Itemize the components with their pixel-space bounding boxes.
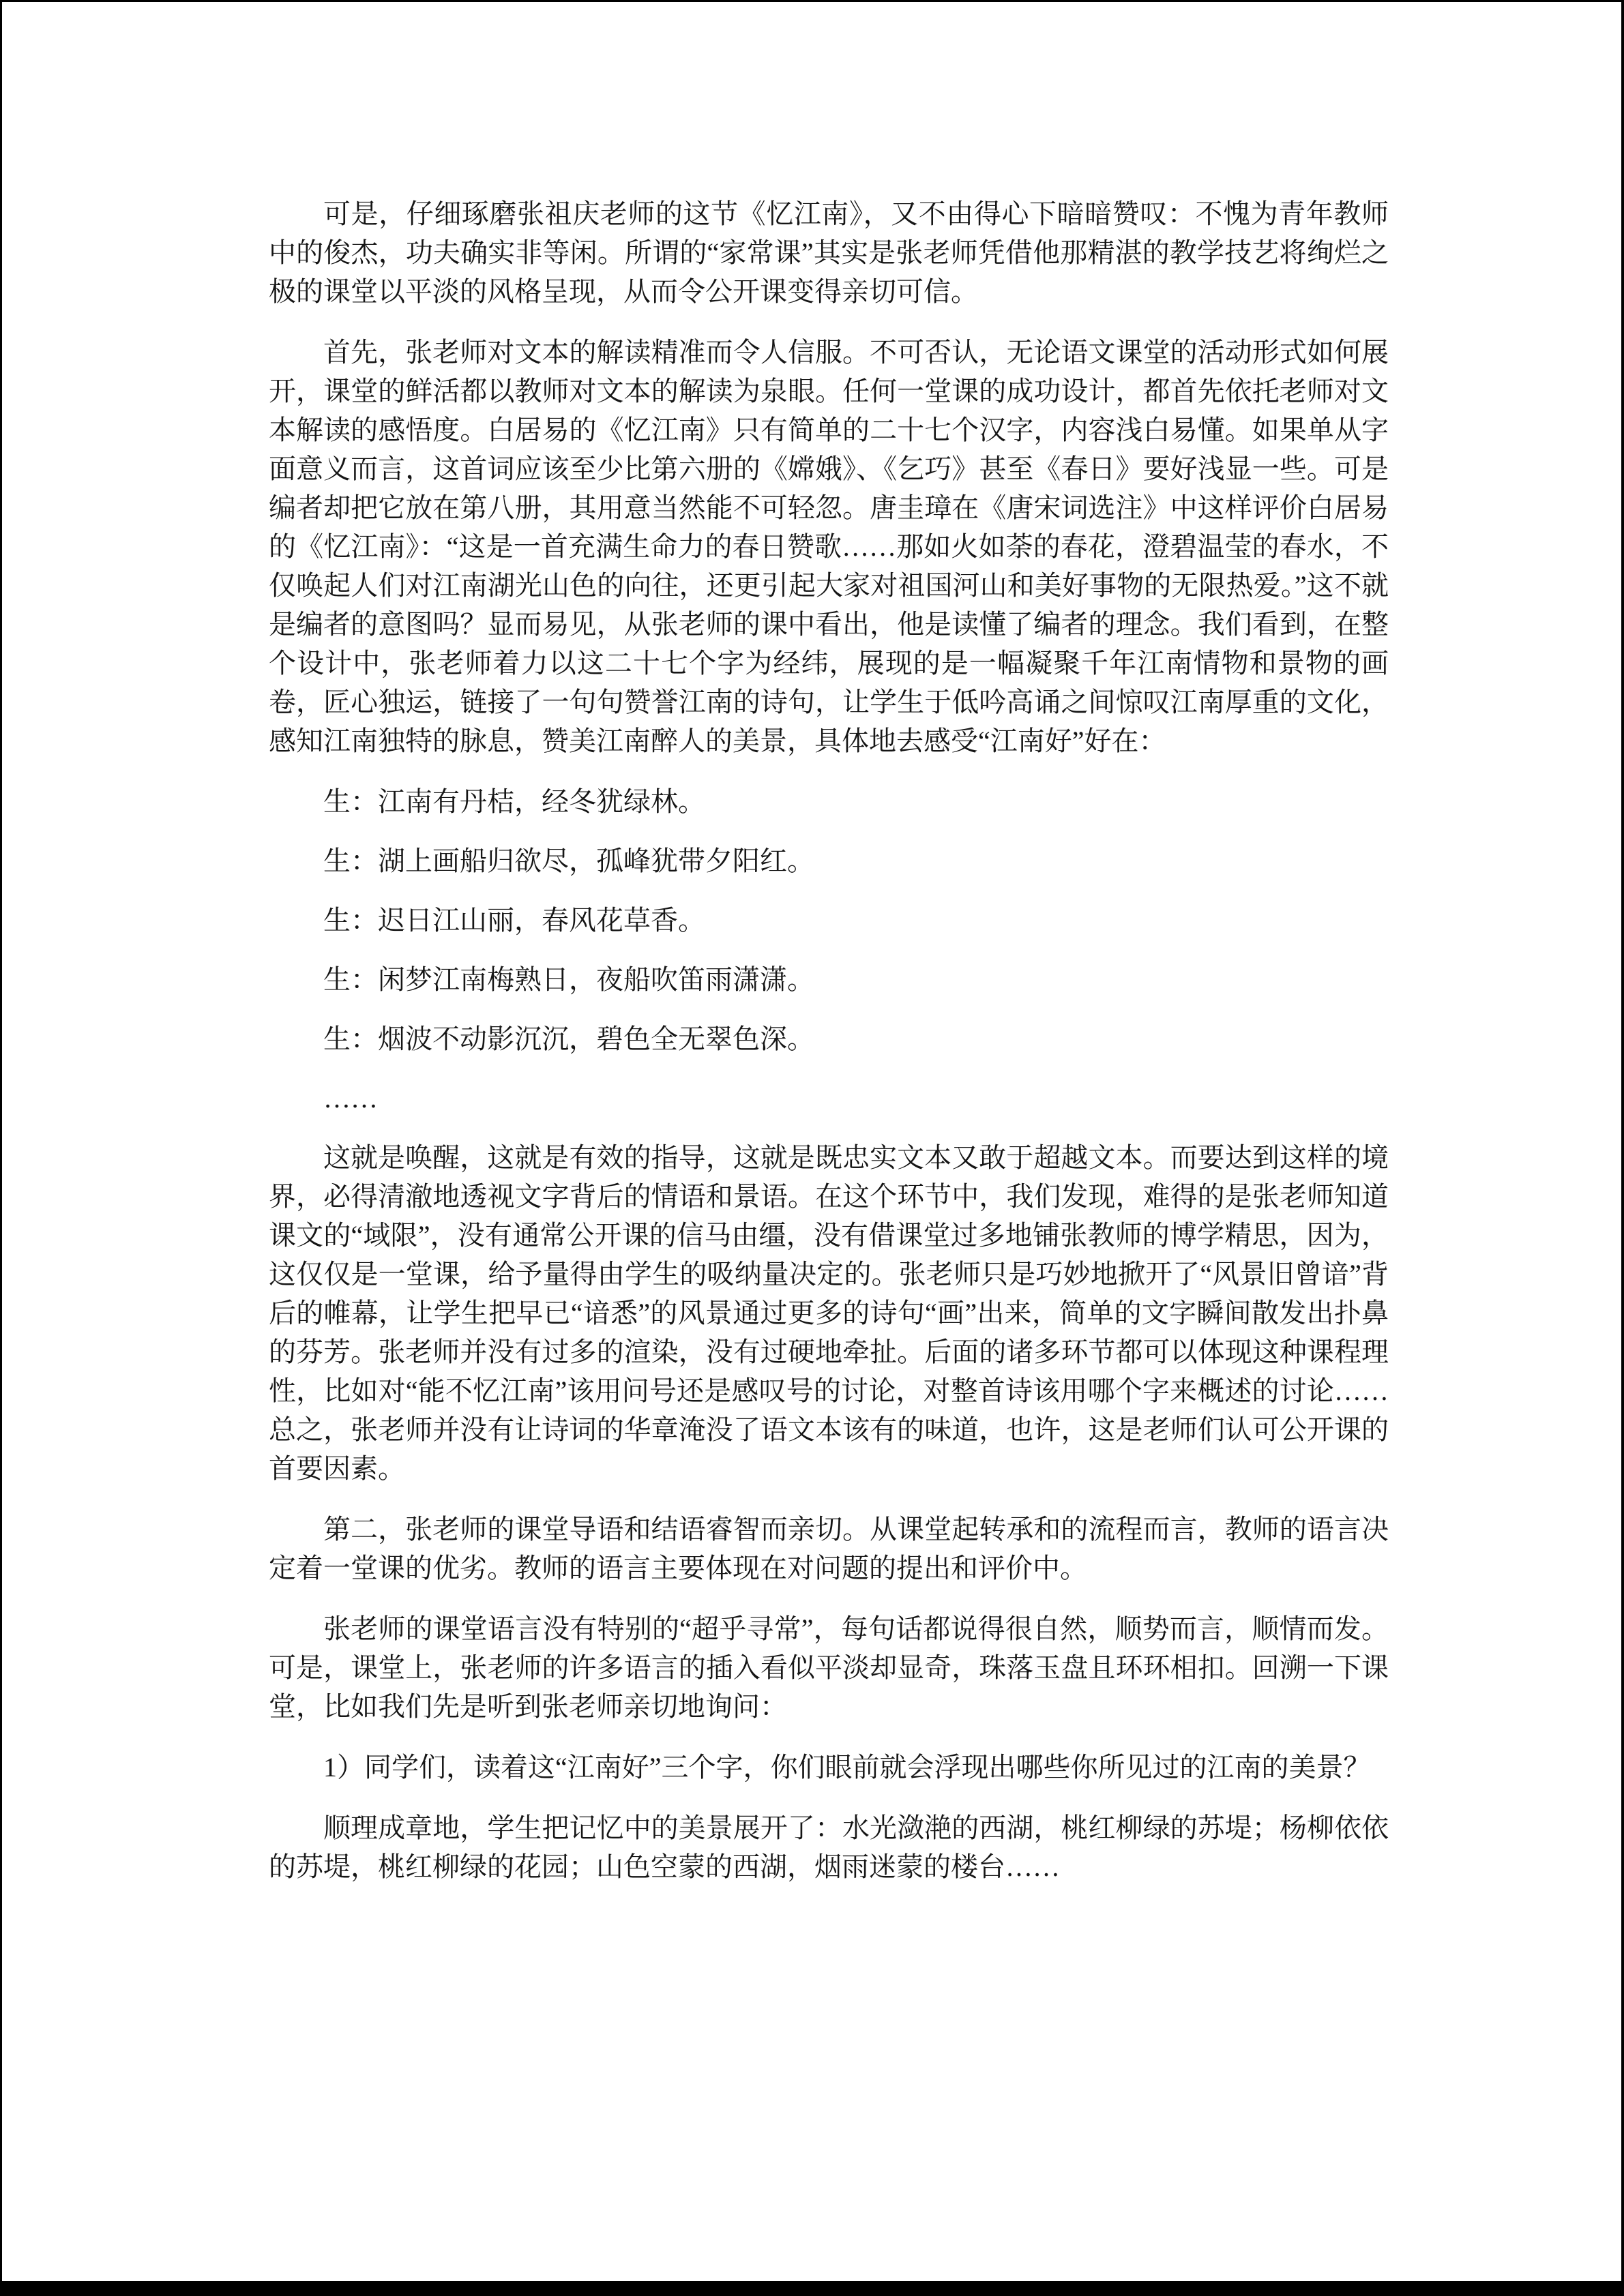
quote-line: 生：闲梦江南梅熟日，夜船吹笛雨潇潇。: [323, 964, 814, 995]
ellipsis-line: ……: [323, 1083, 378, 1114]
page: [2, 2, 1621, 2281]
paragraph: 1）同学们，读着这“江南好”三个字，你们眼前就会浮现出哪些你所见过的江南的美景？: [323, 1752, 1371, 1783]
paragraph: 首先，张老师对文本的解读精准而令人信服。不可否认，无论语文课堂的活动形式如何展开，课堂的鲜活都以教师对文本的解读为泉眼。任何一堂课的成功设计，都首先依托老师对文本解读的感悟度。白居易的《忆江南》只有简单的二十七个汉字，内容浅白易懂。如果单从字面意义而言，这首词应该至少比第六册的《嫦娥》、《乞巧》甚至《春日》要好浅显一些。可是编者却把它放在第八册，其用意当然能不可轻忽。唐圭璋在《唐宋词选注》中这样评价白居易的《忆江南》：“这是一首充满生命力的春日赞歌……那如火如荼的春花，澄碧温莹的春水，不仅唤起人们对江南湖光山色的向往，还更引起大家对祖国河山和美好事物的无限热爱。”这不就是编者的意图吗？显而易见，从张老师的课中看出，他是读懂了编者的理念。我们看到，在整个设计中，张老师着力以这二十七个字为经纬，展现的是一幅凝聚千年江南情物和景物的画卷，匠心独运，链接了一句句赞誉江南的诗句，让学生于低吟高诵之间惊叹江南厚重的文化，感知江南独特的脉息，赞美江南醉人的美景，具体地去感受“江南好”好在：: [269, 337, 1389, 756]
quote-line: 生：烟波不动影沉沉，碧色全无翠色深。: [323, 1024, 814, 1054]
paragraph: 顺理成章地，学生把记忆中的美景展开了：水光潋滟的西湖，桃红柳绿的苏堤；杨柳依依的苏堤，桃红柳绿的花园；山色空蒙的西湖，烟雨迷蒙的楼台……: [269, 1813, 1389, 1882]
paragraph: 这就是唤醒，这就是有效的指导，这就是既忠实文本又敢于超越文本。而要达到这样的境界，必得清澈地透视文字背后的情语和景语。在这个环节中，我们发现，难得的是张老师知道课文的“域限”，没有通常公开课的信马由缰，没有借课堂过多地铺张教师的博学精思，因为，这仅仅是一堂课，给予量得由学生的吸纳量决定的。张老师只是巧妙地掀开了“风景旧曾谙”背后的帷幕，让学生把早已“谙悉”的风景通过更多的诗句“画”出来，简单的文字瞬间散发出扑鼻的芬芳。张老师并没有过多的渲染，没有过硬地牵扯。后面的诸多环节都可以体现这种课程理性，比如对“能不忆江南”该用问号还是感叹号的讨论，对整首诗该用哪个字来概述的讨论……总之，张老师并没有让诗词的华章淹没了语文本该有的味道，也许，这是老师们认可公开课的首要因素。: [269, 1142, 1389, 1484]
quote-line: 生：江南有丹桔，经冬犹绿林。: [323, 786, 705, 817]
document-content: [269, 194, 1389, 1908]
paragraph: 张老师的课堂语言没有特别的“超乎寻常”，每句话都说得很自然，顺势而言，顺情而发。可是，课堂上，张老师的许多语言的插入看似平淡却显奇，珠落玉盘且环环相扣。回溯一下课堂，比如我们先是听到张老师亲切地询问：: [269, 1613, 1389, 1722]
quote-line: 生：迟日江山丽，春风花草香。: [323, 905, 705, 936]
paragraph: 第二，张老师的课堂导语和结语睿智而亲切。从课堂起转承和的流程而言，教师的语言决定着一堂课的优劣。教师的语言主要体现在对问题的提出和评价中。: [269, 1514, 1389, 1583]
paragraph: 可是，仔细琢磨张祖庆老师的这节《忆江南》，又不由得心下暗暗赞叹：不愧为青年教师中的俊杰，功夫确实非等闲。所谓的“家常课”其实是张老师凭借他那精湛的教学技艺将绚烂之极的课堂以平淡的风格呈现，从而令公开课变得亲切可信。: [269, 198, 1389, 307]
quote-line: 生：湖上画船归欲尽，孤峰犹带夕阳红。: [323, 846, 814, 876]
